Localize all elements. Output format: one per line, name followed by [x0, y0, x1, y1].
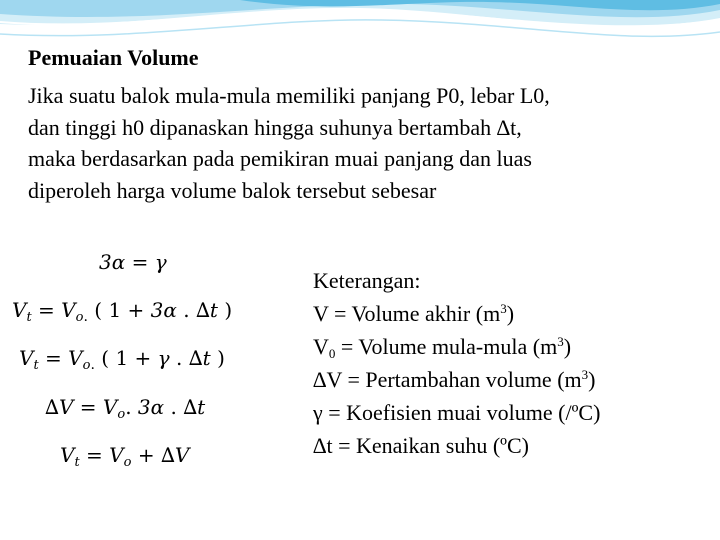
formula-sub: t — [33, 358, 39, 373]
formula-term: 1 — [115, 346, 129, 370]
slide-title: Pemuaian Volume — [28, 45, 199, 70]
formula-sub: o — [117, 407, 126, 422]
formula-vt-sum — [60, 442, 189, 468]
formula-term: ∆V — [160, 443, 190, 467]
paragraph-line: dan tinggi h0 dipanaskan hingga suhunya bertambah ∆t, — [28, 114, 522, 140]
dot-operator: . — [170, 395, 177, 419]
legend-item: ∆t = Kenaikan suhu (ºC) — [313, 433, 529, 458]
formula-var: V — [19, 346, 34, 370]
legend-text: ) — [563, 334, 572, 359]
equals-sign: = — [86, 443, 103, 467]
formula-term: 1 — [108, 298, 122, 322]
formula-var: V — [109, 443, 124, 467]
formula-vt-alpha — [12, 297, 232, 323]
dot-operator: . — [125, 395, 132, 419]
equals-sign: = — [38, 298, 55, 322]
legend-text: ) — [588, 367, 596, 392]
formula-term: γ — [157, 346, 170, 370]
legend-sup: 3 — [500, 301, 507, 316]
formula-var: V — [60, 443, 75, 467]
legend-item: γ = Koefisien muai volume (/ºC) — [313, 400, 601, 425]
legend-item — [313, 363, 600, 396]
dot-operator: . — [175, 346, 183, 370]
dot-operator: . — [90, 357, 95, 373]
paragraph-line: Jika suatu balok mula-mula memiliki panjang P0, lebar L0, — [28, 83, 550, 108]
formula-term: 3α — [150, 298, 177, 322]
formula-sub: t — [26, 310, 32, 325]
plus-sign: + — [127, 298, 145, 322]
formula-term: γ — [154, 250, 167, 274]
formula-term: ∆t — [195, 298, 218, 322]
legend-text: V = Volume akhir (m — [313, 301, 501, 326]
formula-var: V — [12, 298, 27, 322]
formula-delta-v — [45, 394, 205, 420]
legend-item — [313, 330, 600, 363]
paren-open: ( — [94, 298, 103, 322]
legend-sub: 0 — [328, 346, 336, 361]
intro-paragraph — [28, 80, 708, 206]
formula-alpha-gamma — [99, 249, 167, 275]
formula-var: V — [61, 298, 76, 322]
formula-term: 3α — [99, 250, 126, 274]
legend-text: ∆V = Pertambahan volume (m — [313, 367, 582, 392]
legend-block — [313, 264, 600, 462]
paren-close: ) — [217, 346, 225, 370]
legend-item — [313, 297, 600, 330]
formula-var: V — [102, 395, 118, 419]
paren-open: ( — [101, 346, 110, 370]
legend-text: V — [313, 334, 329, 359]
formula-term: ∆V — [45, 395, 74, 419]
paren-close: ) — [224, 298, 233, 322]
formula-term: ∆t — [188, 346, 211, 370]
legend-sup: 3 — [557, 334, 564, 349]
paragraph-line: maka berdasarkan pada pemikiran muai panjang dan luas — [28, 146, 532, 171]
dot-operator: . — [83, 309, 88, 325]
plus-sign: + — [134, 346, 152, 370]
paragraph-line: diperoleh harga volume balok tersebut sebesar — [28, 177, 437, 203]
formula-var: V — [68, 346, 83, 370]
formula-sub: o — [75, 310, 84, 325]
legend-text: = Volume mula-mula (m — [335, 334, 558, 359]
formula-term: ∆t — [183, 395, 206, 419]
legend-heading: Keterangan: — [313, 268, 421, 293]
formula-term: 3α — [137, 395, 165, 419]
legend-text: ) — [506, 301, 515, 326]
formula-sub: t — [74, 455, 80, 470]
equals-sign: = — [45, 346, 62, 370]
formula-sub: o — [123, 455, 132, 470]
formula-vt-gamma — [19, 345, 225, 371]
equals-sign: = — [79, 395, 97, 419]
dot-operator: . — [183, 298, 190, 322]
equals-sign: = — [131, 250, 149, 274]
formula-sub: o — [82, 358, 91, 373]
plus-sign: + — [137, 443, 155, 467]
legend-sup: 3 — [581, 367, 589, 382]
